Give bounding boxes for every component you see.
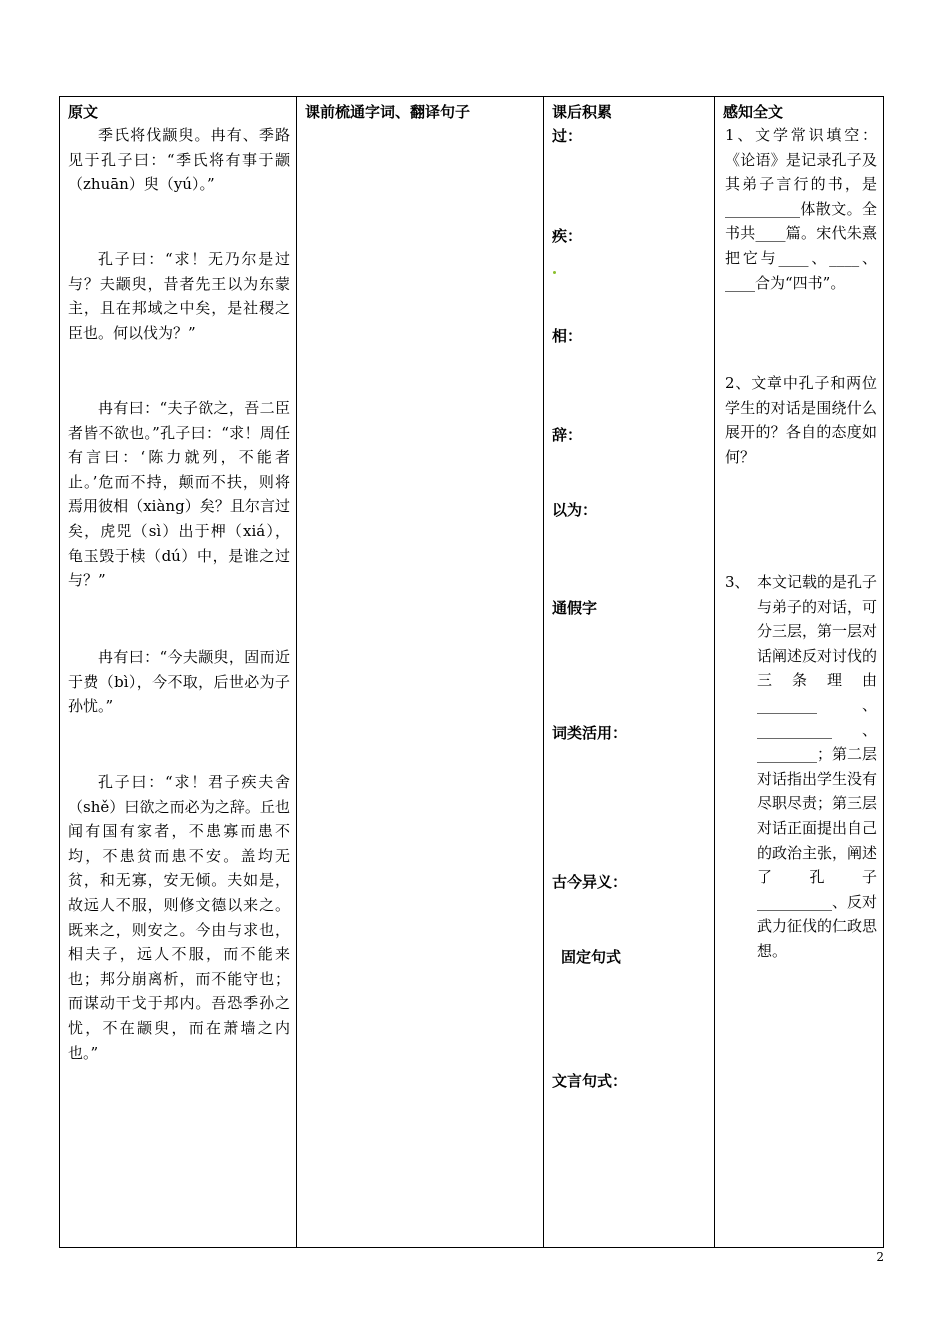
label-gujin-yiyi: 古今异义：	[552, 873, 628, 891]
column-translation	[297, 97, 544, 1247]
label-xiang: 相：	[552, 327, 583, 345]
passage-paragraph-2: 孔子曰：“求！无乃尔是过与？夫颛臾，昔者先王以为东蒙主，且在邦域之中矣，是社稷之臣也。何以伐为？”	[68, 250, 290, 342]
passage-paragraph-5: 孔子曰：“求！君子疾夫舍（shě）曰欲之而必为之辞。丘也闻有国有家者，不患寡而患不均，不患贫而患不安。盖均无贫，和无寡，安无倾。夫如是，故远人不服，则修文德以来之。既来之，则安之。今由与求也，相夫子，远人不服，而不能来也；邦分崩离析，而不能守也；而谋动干戈于邦内。吾恐季孙之忧，不在颛臾，而在萧墙之内也。”	[68, 773, 290, 1062]
question-3-body: 本文记载的是孔子与弟子的对话，可分三层，第一层对话阐述反对讨伐的三条理由________、__________、________；第二层对话指出学生没有尽职尽责；第三层对话正面提出自己的政治主张，阐述了孔子__________、反对武力征伐的仁政思想。	[757, 573, 878, 960]
passage-paragraph-1: 季氏将伐颛臾。冉有、季路见于孔子曰：“季氏将有事于颛（zhuān）臾（yú）。”	[68, 126, 290, 194]
question-3	[725, 570, 877, 964]
question-3-number: 3、	[725, 573, 750, 591]
column-header-perception: 感知全文	[723, 103, 784, 121]
label-ci: 辞：	[552, 426, 583, 444]
worksheet-table	[59, 96, 884, 1248]
column-header-translation: 课前梳通字词、翻译句子	[305, 103, 471, 121]
passage-paragraph-3: 冉有曰：“夫子欲之，吾二臣者皆不欲也。”孔子曰：“求！周任有言曰：‘陈力就列，不能者止。’危而不持，颠而不扶，则将焉用彼相（xiàng）矣？且尔言过矣，虎兕（sì）出于柙（xiá），龟玉毁于椟（dú）中，是谁之过与？”	[68, 399, 290, 590]
question-2: 2、文章中孔子和两位学生的对话是围绕什么展开的？各自的态度如何？	[725, 374, 877, 466]
label-ji: 疾：	[552, 227, 583, 245]
column-perception	[715, 97, 883, 1247]
stray-dot	[553, 271, 556, 274]
label-wenyan-jushi: 文言句式：	[552, 1072, 628, 1090]
label-cilei-huoyong: 词类活用：	[552, 724, 628, 742]
label-yiwei: 以为：	[552, 501, 598, 519]
column-original-text	[60, 97, 297, 1247]
question-1: 1、文学常识填空：《论语》是记录孔子及其弟子言行的书，是__________体散文。全书共____篇。宋代朱熹把它与____、____、____合为“四书”。	[725, 126, 877, 292]
column-header-accumulation: 课后积累	[552, 103, 613, 121]
passage-paragraph-4: 冉有曰：“今夫颛臾，固而近于费（bì），今不取，后世必为子孙忧。”	[68, 648, 290, 716]
page-number: 2	[876, 1250, 884, 1264]
column-header-original: 原文	[68, 103, 99, 121]
label-guding-jushi: 固定句式	[561, 948, 622, 966]
column-accumulation	[544, 97, 715, 1247]
label-guo: 过：	[552, 127, 583, 145]
label-tongjiazi: 通假字	[552, 599, 598, 617]
